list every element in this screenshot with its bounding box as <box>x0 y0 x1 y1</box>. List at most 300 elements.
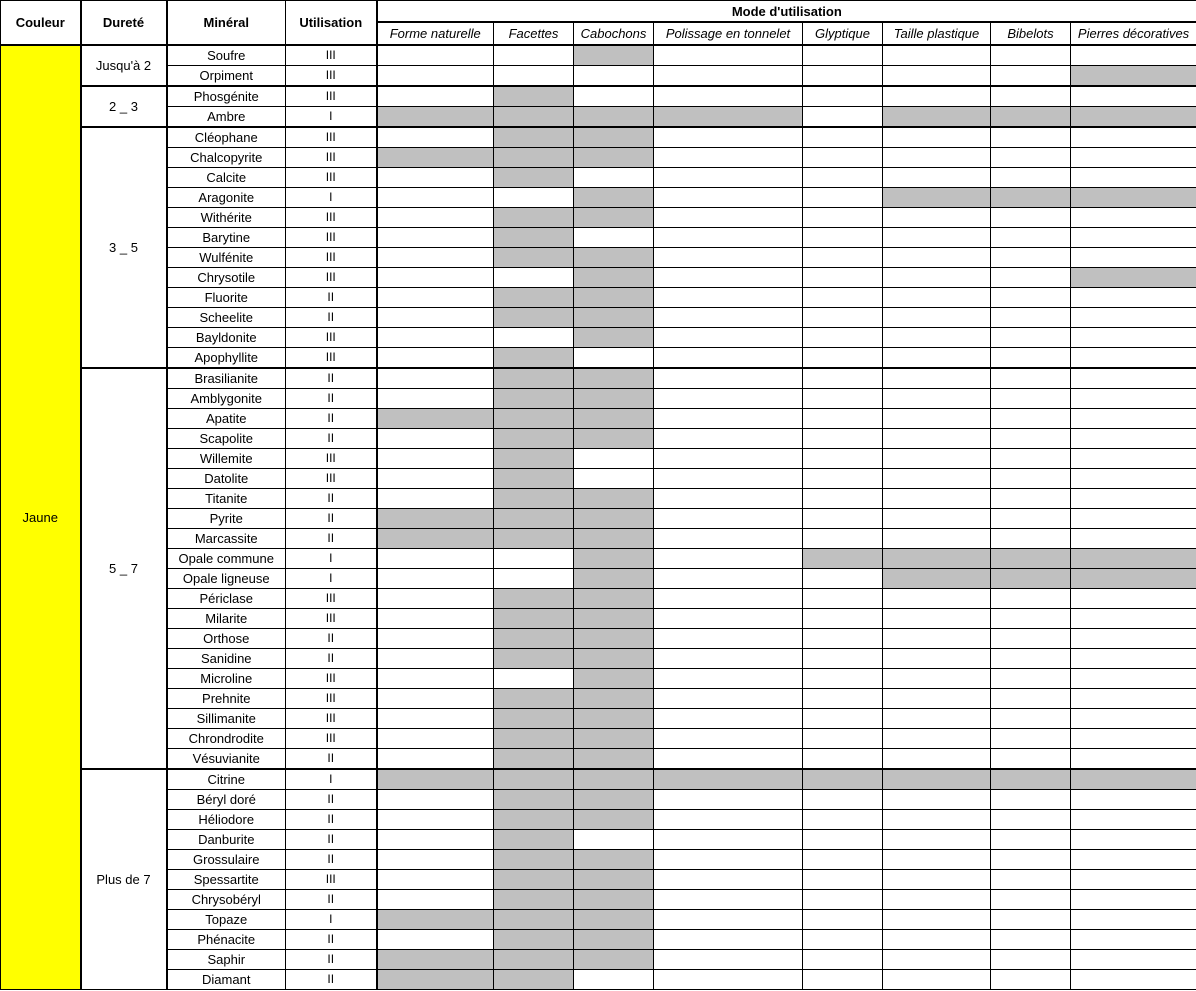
mode-cell <box>883 810 991 830</box>
mode-cell <box>803 148 883 168</box>
utilisation-cell: III <box>286 589 377 609</box>
mode-cell <box>494 328 574 348</box>
mode-cell <box>991 609 1071 629</box>
mode-cell <box>883 348 991 369</box>
mode-cell <box>654 429 803 449</box>
mode-cell <box>654 870 803 890</box>
mode-cell <box>991 107 1071 128</box>
mode-cell <box>654 389 803 409</box>
mode-cell <box>654 790 803 810</box>
mode-cell <box>377 469 494 489</box>
utilisation-cell: II <box>286 790 377 810</box>
table-row <box>1 649 1196 669</box>
mode-cell <box>494 308 574 328</box>
mode-cell <box>654 850 803 870</box>
mode-cell <box>654 509 803 529</box>
mode-cell <box>377 910 494 930</box>
mode-cell <box>1071 208 1196 228</box>
mode-cell <box>574 127 654 148</box>
header-mode-facettes: Facettes <box>494 22 574 45</box>
table-row <box>1 729 1196 749</box>
mode-cell <box>574 228 654 248</box>
mode-cell <box>574 790 654 810</box>
table-row <box>1 45 1196 66</box>
mode-cell <box>574 107 654 128</box>
mode-cell <box>991 629 1071 649</box>
mode-cell <box>1071 729 1196 749</box>
mode-cell <box>883 910 991 930</box>
mode-cell <box>1071 830 1196 850</box>
mineral-cell: Topaze <box>167 910 286 930</box>
table-row <box>1 529 1196 549</box>
mode-cell <box>883 870 991 890</box>
mode-cell <box>494 769 574 790</box>
header-mode-glyptique: Glyptique <box>803 22 883 45</box>
mode-cell <box>883 308 991 328</box>
utilisation-cell: II <box>286 308 377 328</box>
mode-cell <box>654 609 803 629</box>
table-row <box>1 127 1196 148</box>
mode-cell <box>377 970 494 990</box>
mode-cell <box>654 830 803 850</box>
utilisation-cell: I <box>286 549 377 569</box>
mode-cell <box>654 569 803 589</box>
mode-cell <box>574 609 654 629</box>
utilisation-cell: III <box>286 449 377 469</box>
mode-cell <box>1071 790 1196 810</box>
mode-cell <box>494 970 574 990</box>
mode-cell <box>991 870 1071 890</box>
mode-cell <box>883 549 991 569</box>
table-row <box>1 449 1196 469</box>
mode-cell <box>494 409 574 429</box>
table-row <box>1 389 1196 409</box>
mineral-cell: Calcite <box>167 168 286 188</box>
mode-cell <box>1071 168 1196 188</box>
mode-cell <box>494 208 574 228</box>
mode-cell <box>654 729 803 749</box>
table-row <box>1 86 1196 107</box>
mineral-cell: Orpiment <box>167 66 286 87</box>
mode-cell <box>574 589 654 609</box>
mode-cell <box>377 529 494 549</box>
utilisation-cell: II <box>286 850 377 870</box>
mode-cell <box>883 669 991 689</box>
mode-cell <box>574 45 654 66</box>
mineral-cell: Scapolite <box>167 429 286 449</box>
mode-cell <box>991 790 1071 810</box>
mode-cell <box>654 328 803 348</box>
mode-cell <box>377 790 494 810</box>
utilisation-cell: I <box>286 107 377 128</box>
mode-cell <box>803 348 883 369</box>
mineral-cell: Chalcopyrite <box>167 148 286 168</box>
mode-cell <box>991 830 1071 850</box>
mineral-cell: Ambre <box>167 107 286 128</box>
mode-cell <box>574 188 654 208</box>
mode-cell <box>803 188 883 208</box>
mode-cell <box>803 268 883 288</box>
mode-cell <box>574 409 654 429</box>
header-durete: Dureté <box>81 1 167 46</box>
mode-cell <box>803 66 883 87</box>
mode-cell <box>1071 910 1196 930</box>
mineral-cell: Wulfénite <box>167 248 286 268</box>
mode-cell <box>654 469 803 489</box>
mode-cell <box>803 649 883 669</box>
mode-cell <box>1071 689 1196 709</box>
mode-cell <box>991 389 1071 409</box>
mode-cell <box>1071 629 1196 649</box>
mode-cell <box>377 870 494 890</box>
table-row <box>1 489 1196 509</box>
mode-cell <box>494 930 574 950</box>
mode-cell <box>377 749 494 770</box>
mineral-cell: Périclase <box>167 589 286 609</box>
mode-cell <box>883 830 991 850</box>
mode-cell <box>574 489 654 509</box>
mode-cell <box>494 529 574 549</box>
table-row <box>1 709 1196 729</box>
mode-cell <box>803 629 883 649</box>
table-row <box>1 970 1196 990</box>
mode-cell <box>574 148 654 168</box>
mode-cell <box>574 368 654 389</box>
mode-cell <box>574 288 654 308</box>
mode-cell <box>883 749 991 770</box>
mode-cell <box>377 769 494 790</box>
mode-cell <box>377 669 494 689</box>
mode-cell <box>1071 188 1196 208</box>
mode-cell <box>1071 589 1196 609</box>
mode-cell <box>803 288 883 308</box>
mode-cell <box>574 389 654 409</box>
mode-cell <box>654 66 803 87</box>
mode-cell <box>654 368 803 389</box>
mode-cell <box>1071 549 1196 569</box>
header-couleur: Couleur <box>1 1 81 46</box>
table-row <box>1 308 1196 328</box>
mineral-cell: Orthose <box>167 629 286 649</box>
mode-cell <box>1071 228 1196 248</box>
mode-cell <box>494 850 574 870</box>
mode-cell <box>803 930 883 950</box>
mineral-cell: Phosgénite <box>167 86 286 107</box>
mode-cell <box>377 890 494 910</box>
mode-cell <box>991 409 1071 429</box>
mode-cell <box>377 86 494 107</box>
table-row <box>1 248 1196 268</box>
mode-cell <box>803 589 883 609</box>
mode-cell <box>654 188 803 208</box>
header-mode-cabochons: Cabochons <box>574 22 654 45</box>
mode-cell <box>654 589 803 609</box>
mode-cell <box>991 228 1071 248</box>
mineral-cell: Pyrite <box>167 509 286 529</box>
mineral-cell: Withérite <box>167 208 286 228</box>
mode-cell <box>377 188 494 208</box>
mode-cell <box>377 228 494 248</box>
mode-cell <box>883 409 991 429</box>
mineral-cell: Aragonite <box>167 188 286 208</box>
mode-cell <box>883 629 991 649</box>
utilisation-cell: III <box>286 609 377 629</box>
mode-cell <box>574 328 654 348</box>
mode-cell <box>1071 810 1196 830</box>
table-row <box>1 810 1196 830</box>
mode-cell <box>377 649 494 669</box>
mode-cell <box>574 86 654 107</box>
mode-cell <box>991 509 1071 529</box>
mode-cell <box>991 970 1071 990</box>
mode-cell <box>883 328 991 348</box>
mode-cell <box>494 689 574 709</box>
utilisation-cell: III <box>286 709 377 729</box>
table-row <box>1 148 1196 168</box>
utilisation-cell: I <box>286 188 377 208</box>
utilisation-cell: II <box>286 509 377 529</box>
mode-cell <box>803 449 883 469</box>
mode-cell <box>1071 669 1196 689</box>
table-row <box>1 749 1196 770</box>
mineral-cell: Phénacite <box>167 930 286 950</box>
mode-cell <box>574 509 654 529</box>
mode-cell <box>494 449 574 469</box>
utilisation-cell: III <box>286 669 377 689</box>
mode-cell <box>803 870 883 890</box>
mode-cell <box>803 86 883 107</box>
mode-cell <box>991 127 1071 148</box>
mode-cell <box>654 669 803 689</box>
mode-cell <box>991 689 1071 709</box>
mode-cell <box>883 609 991 629</box>
utilisation-cell: III <box>286 729 377 749</box>
table-row <box>1 368 1196 389</box>
table-row <box>1 188 1196 208</box>
mode-cell <box>574 449 654 469</box>
mode-cell <box>991 348 1071 369</box>
mode-cell <box>803 389 883 409</box>
table-row <box>1 870 1196 890</box>
mode-cell <box>991 469 1071 489</box>
mode-cell <box>991 749 1071 770</box>
mode-cell <box>1071 127 1196 148</box>
mode-cell <box>991 288 1071 308</box>
mode-cell <box>991 529 1071 549</box>
mode-cell <box>494 429 574 449</box>
mode-cell <box>377 127 494 148</box>
mode-cell <box>377 810 494 830</box>
table-header <box>1 1 1196 46</box>
mode-cell <box>883 288 991 308</box>
table-body <box>1 45 1196 990</box>
mode-cell <box>654 910 803 930</box>
mode-cell <box>1071 529 1196 549</box>
mode-cell <box>377 689 494 709</box>
mode-cell <box>991 368 1071 389</box>
mode-cell <box>1071 248 1196 268</box>
table-row <box>1 328 1196 348</box>
table-row <box>1 629 1196 649</box>
mode-cell <box>377 208 494 228</box>
mode-cell <box>991 589 1071 609</box>
table-row <box>1 228 1196 248</box>
mode-cell <box>1071 148 1196 168</box>
mode-cell <box>991 950 1071 970</box>
mode-cell <box>494 66 574 87</box>
mode-cell <box>883 45 991 66</box>
mode-cell <box>654 709 803 729</box>
utilisation-cell: II <box>286 810 377 830</box>
mode-cell <box>883 127 991 148</box>
table-row <box>1 569 1196 589</box>
mode-cell <box>803 45 883 66</box>
mode-cell <box>803 409 883 429</box>
mode-cell <box>803 950 883 970</box>
mode-cell <box>991 86 1071 107</box>
mode-cell <box>654 288 803 308</box>
table-row <box>1 609 1196 629</box>
mode-cell <box>803 509 883 529</box>
mode-cell <box>803 368 883 389</box>
mode-cell <box>1071 449 1196 469</box>
durete-cell: Jusqu'à 2 <box>81 45 167 86</box>
mode-cell <box>654 449 803 469</box>
mode-cell <box>377 328 494 348</box>
mode-cell <box>574 810 654 830</box>
header-mode-forme-naturelle: Forme naturelle <box>377 22 494 45</box>
mode-cell <box>883 950 991 970</box>
mode-cell <box>1071 429 1196 449</box>
mode-cell <box>494 509 574 529</box>
mode-cell <box>1071 268 1196 288</box>
mineral-cell: Titanite <box>167 489 286 509</box>
mode-cell <box>654 489 803 509</box>
utilisation-cell: II <box>286 830 377 850</box>
mode-cell <box>883 649 991 669</box>
mode-cell <box>803 208 883 228</box>
mode-cell <box>377 489 494 509</box>
mode-cell <box>377 509 494 529</box>
mode-cell <box>1071 970 1196 990</box>
table-row <box>1 268 1196 288</box>
utilisation-cell: II <box>286 429 377 449</box>
mode-cell <box>883 188 991 208</box>
mode-cell <box>494 729 574 749</box>
mineral-cell: Danburite <box>167 830 286 850</box>
mode-cell <box>803 729 883 749</box>
mode-cell <box>803 790 883 810</box>
mineral-cell: Grossulaire <box>167 850 286 870</box>
mode-cell <box>803 168 883 188</box>
mode-cell <box>654 529 803 549</box>
mode-cell <box>377 268 494 288</box>
mode-cell <box>803 469 883 489</box>
mode-cell <box>654 409 803 429</box>
mineral-cell: Microline <box>167 669 286 689</box>
mode-cell <box>574 649 654 669</box>
table-row <box>1 348 1196 369</box>
mode-cell <box>654 970 803 990</box>
utilisation-cell: II <box>286 288 377 308</box>
mineral-cell: Apophyllite <box>167 348 286 369</box>
mode-cell <box>654 348 803 369</box>
mode-cell <box>494 609 574 629</box>
utilisation-cell: III <box>286 208 377 228</box>
mode-cell <box>494 910 574 930</box>
mode-cell <box>574 569 654 589</box>
mode-cell <box>803 127 883 148</box>
mode-cell <box>574 870 654 890</box>
table-row <box>1 66 1196 87</box>
utilisation-cell: II <box>286 389 377 409</box>
mode-cell <box>1071 469 1196 489</box>
mode-cell <box>883 589 991 609</box>
mode-cell <box>654 208 803 228</box>
mineral-cell: Cléophane <box>167 127 286 148</box>
mode-cell <box>654 890 803 910</box>
utilisation-cell: III <box>286 148 377 168</box>
mode-cell <box>883 689 991 709</box>
mode-cell <box>883 489 991 509</box>
mode-cell <box>803 549 883 569</box>
mode-cell <box>654 689 803 709</box>
mode-cell <box>991 649 1071 669</box>
utilisation-cell: II <box>286 950 377 970</box>
mineral-cell: Sillimanite <box>167 709 286 729</box>
mode-cell <box>991 930 1071 950</box>
mode-cell <box>494 830 574 850</box>
mode-cell <box>803 529 883 549</box>
utilisation-cell: II <box>286 409 377 429</box>
mode-cell <box>883 168 991 188</box>
mode-cell <box>377 629 494 649</box>
mode-cell <box>494 549 574 569</box>
mode-cell <box>991 549 1071 569</box>
mineral-cell: Marcassite <box>167 529 286 549</box>
table-row <box>1 288 1196 308</box>
mode-cell <box>494 248 574 268</box>
mode-cell <box>654 86 803 107</box>
mode-cell <box>574 910 654 930</box>
mode-cell <box>991 810 1071 830</box>
mode-cell <box>1071 709 1196 729</box>
utilisation-cell: I <box>286 769 377 790</box>
mineral-cell: Apatite <box>167 409 286 429</box>
mode-cell <box>883 769 991 790</box>
mode-cell <box>883 86 991 107</box>
mode-cell <box>574 429 654 449</box>
mode-cell <box>377 368 494 389</box>
utilisation-cell: I <box>286 910 377 930</box>
mineral-cell: Opale ligneuse <box>167 569 286 589</box>
utilisation-cell: II <box>286 529 377 549</box>
mode-cell <box>991 148 1071 168</box>
mode-cell <box>883 228 991 248</box>
mode-cell <box>1071 288 1196 308</box>
utilisation-cell: III <box>286 328 377 348</box>
mode-cell <box>1071 769 1196 790</box>
mode-cell <box>803 308 883 328</box>
mode-cell <box>1071 489 1196 509</box>
mode-cell <box>494 950 574 970</box>
mode-cell <box>803 569 883 589</box>
mode-cell <box>494 629 574 649</box>
mode-cell <box>991 729 1071 749</box>
table-row <box>1 469 1196 489</box>
table-row <box>1 208 1196 228</box>
mode-cell <box>494 669 574 689</box>
